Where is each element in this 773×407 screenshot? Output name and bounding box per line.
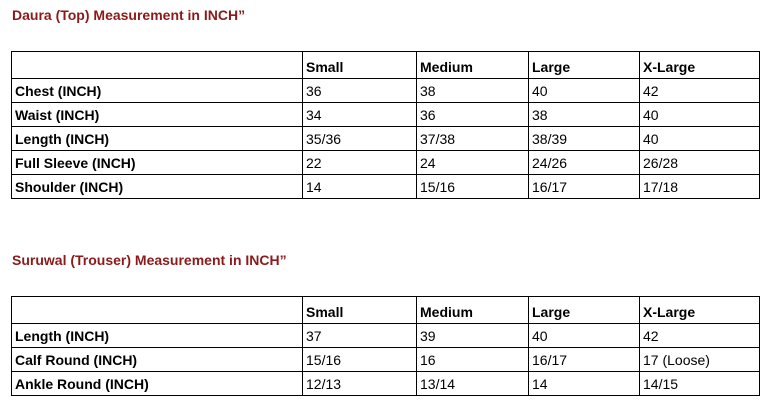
cell-x-large: 42	[640, 79, 760, 103]
table-row	[12, 103, 760, 127]
row-label-chest: Chest (INCH)	[12, 79, 303, 103]
cell-x-large: 17/18	[640, 175, 760, 199]
cell-large: 16/17	[529, 348, 640, 372]
row-label-length: Length (INCH)	[12, 324, 303, 348]
row-label-shoulder: Shoulder (INCH)	[12, 175, 303, 199]
header-small: Small	[303, 297, 417, 324]
row-label-waist: Waist (INCH)	[12, 103, 303, 127]
header-large: Large	[529, 52, 640, 79]
daura-top-section-title: Daura (Top) Measurement in INCH”	[12, 7, 246, 23]
cell-small: 37	[303, 324, 417, 348]
cell-medium: 37/38	[417, 127, 529, 151]
cell-large: 40	[529, 324, 640, 348]
cell-large: 38	[529, 103, 640, 127]
cell-medium: 36	[417, 103, 529, 127]
cell-medium: 15/16	[417, 175, 529, 199]
cell-medium: 24	[417, 151, 529, 175]
cell-small: 14	[303, 175, 417, 199]
cell-x-large: 14/15	[640, 372, 760, 396]
row-label-calf-round: Calf Round (INCH)	[12, 348, 303, 372]
cell-medium: 13/14	[417, 372, 529, 396]
cell-x-large: 40	[640, 103, 760, 127]
cell-large: 38/39	[529, 127, 640, 151]
daura-top-size-table	[11, 51, 760, 199]
cell-x-large: 40	[640, 127, 760, 151]
cell-large: 16/17	[529, 175, 640, 199]
table-header-row	[12, 52, 760, 79]
cell-medium: 16	[417, 348, 529, 372]
header-large: Large	[529, 297, 640, 324]
table-row	[12, 175, 760, 199]
row-label-length: Length (INCH)	[12, 127, 303, 151]
header-medium: Medium	[417, 297, 529, 324]
cell-large: 40	[529, 79, 640, 103]
cell-small: 34	[303, 103, 417, 127]
cell-medium: 38	[417, 79, 529, 103]
cell-x-large: 17 (Loose)	[640, 348, 760, 372]
cell-medium: 39	[417, 324, 529, 348]
header-x-large: X-Large	[640, 297, 760, 324]
row-label-full-sleeve: Full Sleeve (INCH)	[12, 151, 303, 175]
header-empty-cell	[12, 52, 303, 79]
cell-x-large: 42	[640, 324, 760, 348]
cell-small: 22	[303, 151, 417, 175]
suruwal-trouser-section-title: Suruwal (Trouser) Measurement in INCH”	[12, 252, 287, 268]
table-row	[12, 127, 760, 151]
cell-small: 15/16	[303, 348, 417, 372]
table-row	[12, 372, 760, 396]
table-row	[12, 348, 760, 372]
table-row	[12, 151, 760, 175]
header-small: Small	[303, 52, 417, 79]
header-empty-cell	[12, 297, 303, 324]
table-header-row	[12, 297, 760, 324]
cell-small: 35/36	[303, 127, 417, 151]
cell-large: 24/26	[529, 151, 640, 175]
header-medium: Medium	[417, 52, 529, 79]
row-label-ankle-round: Ankle Round (INCH)	[12, 372, 303, 396]
table-row	[12, 324, 760, 348]
suruwal-trouser-size-table	[11, 296, 760, 396]
header-x-large: X-Large	[640, 52, 760, 79]
cell-large: 14	[529, 372, 640, 396]
cell-small: 12/13	[303, 372, 417, 396]
cell-x-large: 26/28	[640, 151, 760, 175]
table-row	[12, 79, 760, 103]
cell-small: 36	[303, 79, 417, 103]
